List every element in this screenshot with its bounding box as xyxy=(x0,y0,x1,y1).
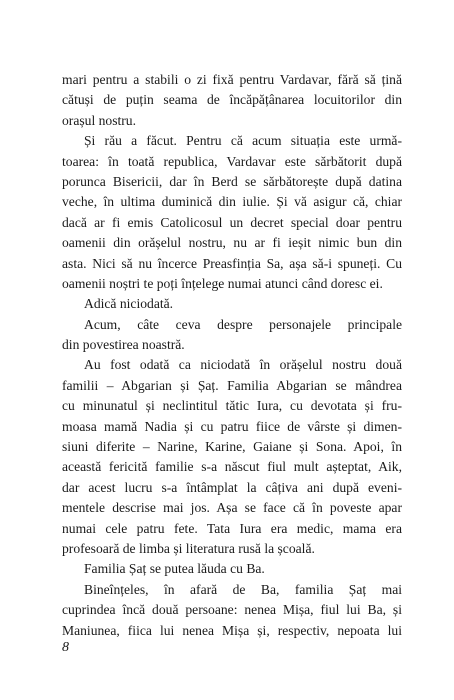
paragraph xyxy=(62,70,402,131)
text-line: această fericită familie s-a născut fiul mult așteptat, Aik, xyxy=(62,459,402,475)
paragraph xyxy=(62,315,402,356)
text-line: din povestirea noastră. xyxy=(62,337,185,353)
text-line: orașul nostru. xyxy=(62,112,137,128)
text-line: moasa mamă Nadia și cu patru fiice de vârste și dimen- xyxy=(62,418,402,434)
text-line: cuprindea încă două persoane: nenea Mișa, fiul lui Ba, și xyxy=(62,602,402,618)
text-line: Adică niciodată. xyxy=(84,296,174,312)
text-line: toarea: în toată republica, Vardavar este sărbătorit după xyxy=(62,153,402,169)
text-line: Familia Șaț se putea lăuda cu Ba. xyxy=(84,561,265,577)
page-number: 8 xyxy=(62,640,69,655)
paragraph xyxy=(62,294,402,314)
text-line: profesoară de limba și literatura rusă la școală. xyxy=(62,540,315,556)
paragraph xyxy=(62,131,402,294)
text-line: familii – Abgarian și Șaț. Familia Abgarian se mândrea xyxy=(62,377,402,393)
text-line: mentele descrise mai jos. Așa se face că în poveste apar xyxy=(62,500,402,516)
text-line: oamenii din orășelul nostru, nu ar fi ieșit nimic bun din xyxy=(62,235,402,251)
text-line: cătuși de puțin seama de încăpățânarea locuitorilor din xyxy=(62,92,402,108)
paragraph xyxy=(62,355,402,559)
text-line: Bineînțeles, în afară de Ba, familia Șaț mai xyxy=(84,581,402,597)
text-line: Au fost odată ca niciodată în orășelul nostru două xyxy=(84,357,402,373)
text-line: dar acest lucru s-a întâmplat la câțiva ani după eveni- xyxy=(62,479,402,495)
text-line: mari pentru a stabili o zi fixă pentru Vardavar, fără să țină xyxy=(62,72,402,87)
text-line: Maniunea, fiica lui nenea Mișa și, respectiv, nepoata lui xyxy=(62,622,402,638)
text-line: numai cele patru fete. Tata Iura era medic, mama era xyxy=(62,520,402,536)
text-line: cu minunatul și neclintitul tătic Iura, cu devotata și fru- xyxy=(62,398,402,414)
paragraph xyxy=(62,580,402,641)
text-line: oamenii noștri te poți înțelege numai atunci când doresc ei. xyxy=(62,275,383,291)
text-line: siuni diferite – Narine, Karine, Gaiane și Sona. Apoi, în xyxy=(62,439,402,455)
text-line: Și rău a făcut. Pentru că acum situația este urmă- xyxy=(84,133,402,149)
body-text xyxy=(62,70,402,641)
text-line: veche, în ultima duminică din iulie. Și vă asigur că, chiar xyxy=(62,194,402,210)
paragraph xyxy=(62,559,402,579)
text-line: asta. Nici să nu încerce Preasfinția Sa, așa să-i spuneți. Cu xyxy=(62,255,402,271)
text-line: Acum, câte ceva despre personajele principale xyxy=(84,316,402,332)
text-line: porunca Bisericii, dar în Berd se sărbătorește după datina xyxy=(62,173,402,189)
text-line: dacă ar fi emis Catolicosul un decret special doar pentru xyxy=(62,214,402,230)
